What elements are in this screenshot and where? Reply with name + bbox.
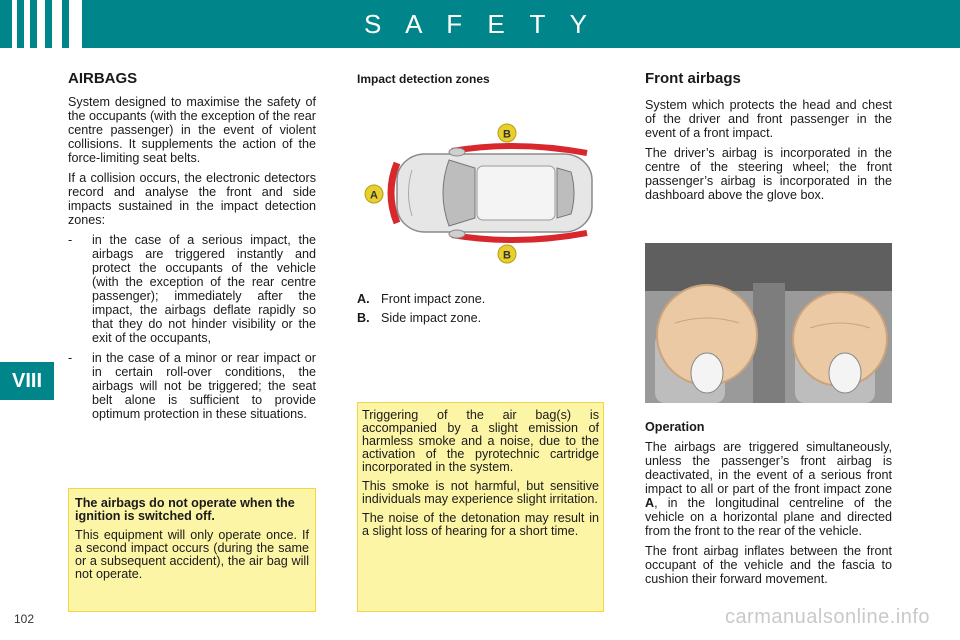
front-airbags-illustration bbox=[645, 243, 892, 403]
operation-heading: Operation bbox=[645, 420, 705, 434]
list-item bbox=[68, 351, 316, 421]
legend-key: B. bbox=[357, 311, 370, 325]
legend-text: Side impact zone. bbox=[381, 311, 482, 325]
legend-text: Front impact zone. bbox=[381, 292, 486, 306]
list-item bbox=[68, 233, 316, 345]
operation-zone-key: A bbox=[645, 496, 655, 510]
car-mirror bbox=[449, 230, 465, 238]
front-airbags-paragraph: The driver’s airbag is incorporated in the centre of the steering wheel; the front passenger’s airbag is incorporated in the dashboard above the glove box. bbox=[645, 146, 892, 202]
page-header bbox=[0, 0, 960, 48]
impact-zones-diagram bbox=[357, 118, 607, 268]
list-item-text: in the case of a serious impact, the airbags are triggered instantly and protect the occupants of the vehicle (with the exception of the rear centre passenger); immediately after the impact, the airbags deflate rapidly so that they do not hinder visibility or the exit of the occupants, bbox=[92, 233, 316, 345]
legend-key: A. bbox=[357, 292, 370, 306]
label-b-top bbox=[498, 124, 516, 142]
list-dash: - bbox=[68, 351, 73, 365]
operation-section bbox=[645, 420, 892, 592]
operation-paragraph: The front airbag inflates between the front occupant of the vehicle and the fascia to cushion their forward movement. bbox=[645, 544, 892, 586]
legend-item bbox=[357, 292, 605, 306]
front-airbags-paragraph: System which protects the head and chest of the driver and front passenger in the event of a front impact. bbox=[645, 98, 892, 140]
impact-zones-column bbox=[357, 72, 605, 92]
impact-zones-heading: Impact detection zones bbox=[357, 72, 490, 86]
operation-text: , in the longitudinal centreline of the vehicle on a horizontal plane and directed from the front to the rear of the vehicle. bbox=[645, 496, 892, 538]
front-airbags-column bbox=[645, 72, 892, 208]
driver-head bbox=[691, 353, 723, 393]
front-airbags-heading: Front airbags bbox=[645, 70, 741, 87]
airbags-column bbox=[68, 72, 316, 427]
airbags-heading: AIRBAGS bbox=[68, 70, 138, 87]
label-a-text: A bbox=[370, 189, 378, 202]
triggering-note-text: The noise of the detonation may result in a slight loss of hearing for a short time. bbox=[362, 511, 599, 538]
list-dash: - bbox=[68, 233, 73, 247]
watermark: carmanualsonline.info bbox=[724, 606, 930, 628]
chapter-tab: VIII bbox=[0, 362, 54, 400]
airbags-paragraph: If a collision occurs, the electronic detectors record and analyse the front and side impacts sustained in the impact detection zones: bbox=[68, 171, 316, 227]
airbags-list bbox=[68, 233, 316, 421]
airbags-paragraph: System designed to maximise the safety of the occupants (with the exception of the rear centre passenger) in the event of violent collisions. It supplements the action of the force-limiting seat belts. bbox=[68, 95, 316, 165]
car-mirror bbox=[449, 148, 465, 156]
center-console bbox=[753, 283, 785, 403]
label-a bbox=[365, 185, 383, 203]
triggering-note-box bbox=[357, 402, 604, 612]
list-item-text: in the case of a minor or rear impact or in certain roll-over conditions, the airbags will not be triggered; the seat belt alone is sufficient to provide optimum protection in these situations. bbox=[92, 351, 316, 421]
car-rear-window bbox=[557, 168, 574, 218]
impact-zones-legend bbox=[357, 292, 605, 330]
side-zone-top bbox=[452, 146, 587, 153]
ignition-note-heading: The airbags do not operate when the ignition is switched off. bbox=[75, 496, 295, 523]
label-b-text: B bbox=[503, 128, 511, 141]
ignition-note-box bbox=[68, 488, 316, 612]
side-zone-bottom bbox=[452, 233, 587, 240]
car-roof bbox=[477, 166, 555, 220]
legend-item bbox=[357, 311, 605, 325]
page-number: 102 bbox=[14, 612, 35, 626]
triggering-note-text: Triggering of the air bag(s) is accompanied by a slight emission of harmless smoke and a noise, due to the activation of the pyrotechnic cartridge incorporated in the system. bbox=[362, 408, 599, 474]
car-windscreen bbox=[443, 160, 475, 226]
operation-paragraph bbox=[645, 440, 892, 538]
operation-text: The airbags are triggered simultaneously, unless the passenger’s front airbag is deactivated, in the event of a serious front impact to all or part of the front impact zone bbox=[645, 440, 892, 496]
section-title: S A F E T Y bbox=[364, 9, 596, 39]
ignition-note-text: This equipment will only operate once. If a second impact occurs (during the same or a subsequent accident), the air bag will not operate. bbox=[75, 528, 309, 581]
passenger-head bbox=[829, 353, 861, 393]
label-b-bottom bbox=[498, 245, 516, 263]
front-zone bbox=[391, 163, 397, 223]
triggering-note-text: This smoke is not harmful, but sensitive individuals may experience slight irritation. bbox=[362, 479, 599, 506]
label-b-text: B bbox=[503, 249, 511, 262]
